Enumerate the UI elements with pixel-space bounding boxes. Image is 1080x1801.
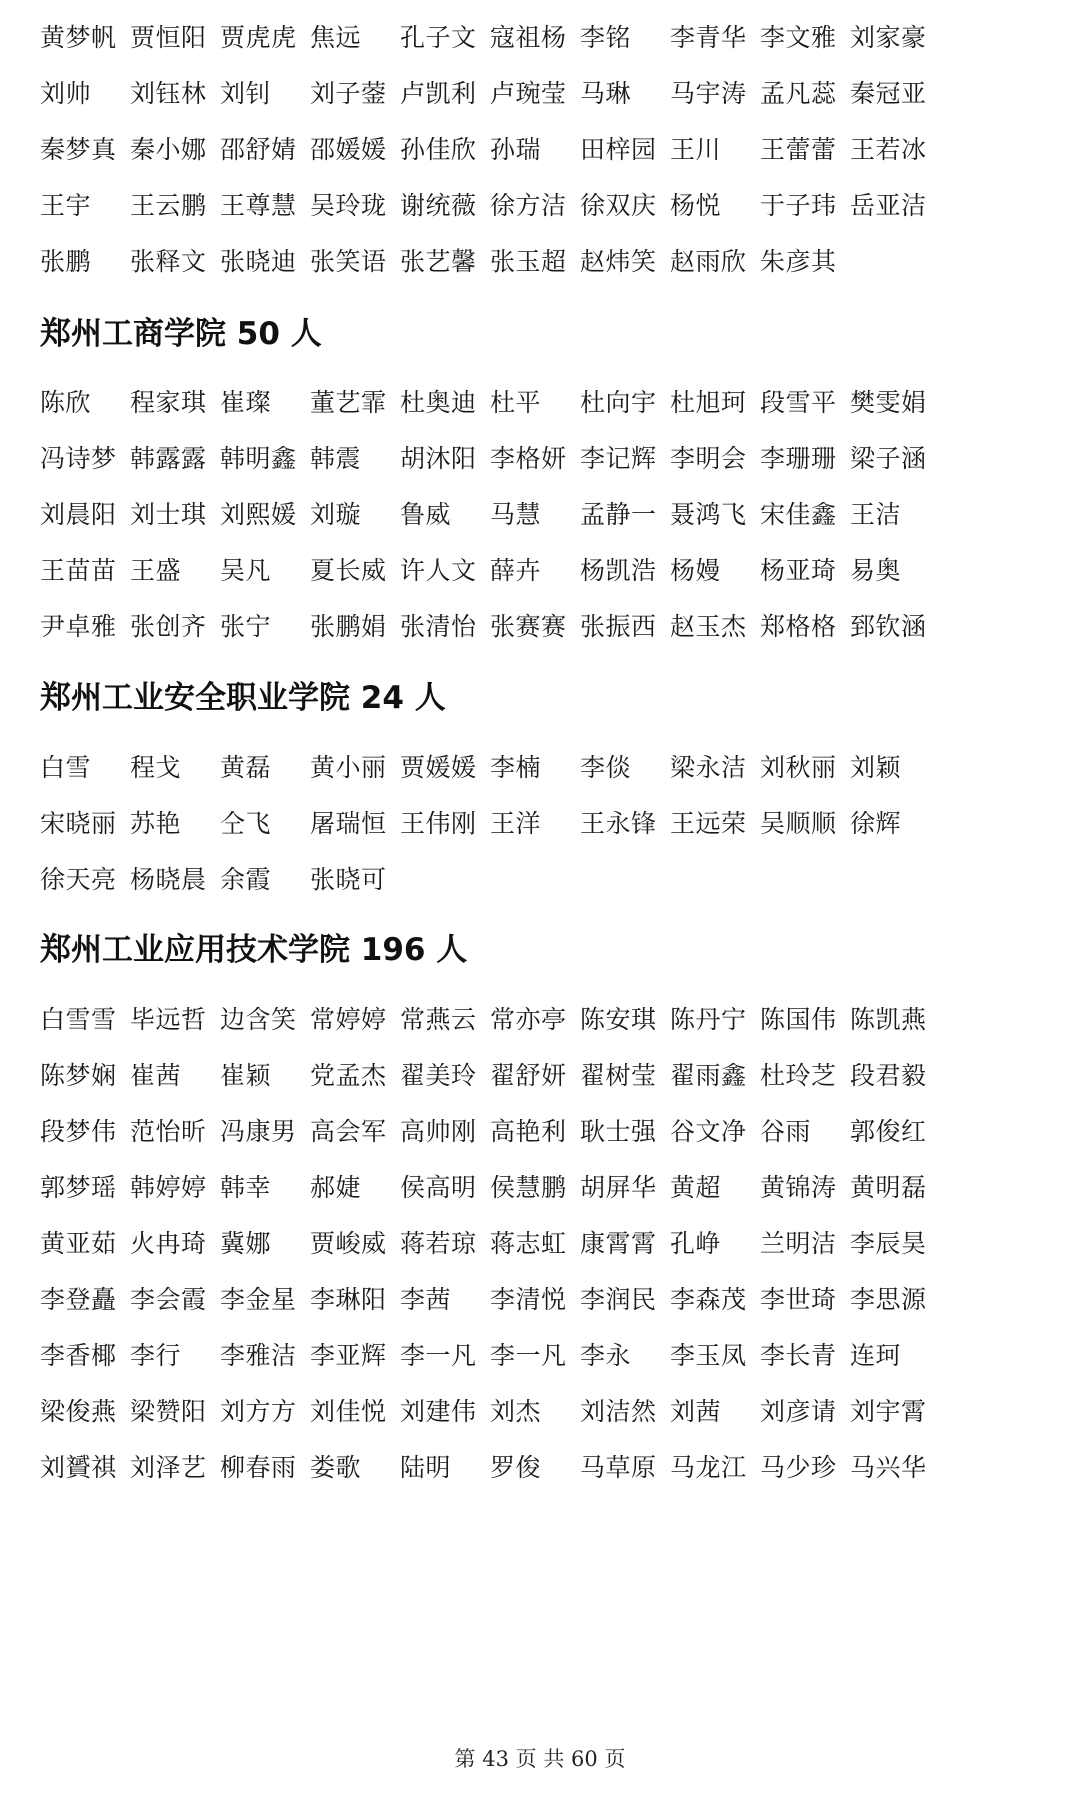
person-name: 段君毅 — [850, 1061, 927, 1090]
person-name: 王盛 — [130, 556, 182, 585]
person-name: 朱彦其 — [760, 247, 837, 276]
person-name: 郅钦涵 — [850, 612, 927, 641]
person-name: 卢琬莹 — [490, 79, 567, 108]
person-name: 张鹏 — [40, 247, 92, 276]
person-name: 张宁 — [220, 612, 272, 641]
person-name: 徐辉 — [850, 809, 902, 838]
person-name: 王宇 — [40, 191, 92, 220]
person-name: 蒋志虹 — [490, 1229, 567, 1258]
person-name: 白雪 — [40, 753, 92, 782]
person-name: 徐双庆 — [580, 191, 657, 220]
person-name: 高帅刚 — [400, 1117, 477, 1146]
person-name: 吴凡 — [220, 556, 272, 585]
person-name: 于子玮 — [760, 191, 837, 220]
person-name: 易奥 — [850, 556, 902, 585]
person-name: 黄梦帆 — [40, 23, 117, 52]
person-name: 苏艳 — [130, 809, 182, 838]
person-name: 刘泽艺 — [130, 1453, 207, 1482]
person-name: 陆明 — [400, 1453, 452, 1482]
footer-prefix: 第 — [454, 1747, 476, 1771]
person-name: 刘杰 — [490, 1397, 542, 1426]
person-name: 秦梦真 — [40, 135, 117, 164]
person-name: 杨凯浩 — [580, 556, 657, 585]
person-name: 刘彦请 — [760, 1397, 837, 1426]
person-name: 梁子涵 — [850, 444, 927, 473]
person-name: 王伟刚 — [400, 809, 477, 838]
person-name: 罗俊 — [490, 1453, 542, 1482]
person-name: 贾峻威 — [310, 1229, 387, 1258]
person-name: 杜奥迪 — [400, 388, 477, 417]
person-name: 李长青 — [760, 1341, 837, 1370]
footer-suffix: 页 — [604, 1747, 626, 1771]
person-name: 张艺馨 — [400, 247, 477, 276]
person-name: 李文雅 — [760, 23, 837, 52]
person-name: 常亦亭 — [490, 1005, 567, 1034]
person-name: 兰明洁 — [760, 1229, 837, 1258]
person-name: 夏长威 — [310, 556, 387, 585]
person-name: 黄磊 — [220, 753, 272, 782]
person-name: 岳亚洁 — [850, 191, 927, 220]
person-name: 刘颖 — [850, 753, 902, 782]
person-name: 张玉超 — [490, 247, 567, 276]
person-name: 刘钰林 — [130, 79, 207, 108]
person-name: 鲁威 — [400, 500, 452, 529]
person-name: 刘士琪 — [130, 500, 207, 529]
person-name: 王苗苗 — [40, 556, 117, 585]
person-name: 梁俊燕 — [40, 1397, 117, 1426]
person-name: 马宇涛 — [670, 79, 747, 108]
person-name: 李玉凤 — [670, 1341, 747, 1370]
person-name: 焦远 — [310, 23, 362, 52]
person-name: 杜平 — [490, 388, 542, 417]
person-name: 郭梦瑶 — [40, 1173, 117, 1202]
person-name: 李楠 — [490, 753, 542, 782]
person-name: 张振西 — [580, 612, 657, 641]
person-name: 张晓迪 — [220, 247, 297, 276]
person-name: 李格妍 — [490, 444, 567, 473]
person-name: 陈安琪 — [580, 1005, 657, 1034]
person-name: 陈凯燕 — [850, 1005, 927, 1034]
person-name: 韩婷婷 — [130, 1173, 207, 1202]
person-name: 孙佳欣 — [400, 135, 477, 164]
person-name: 范怡昕 — [130, 1117, 207, 1146]
person-name: 李森茂 — [670, 1285, 747, 1314]
page-footer — [0, 1742, 1080, 1776]
person-name: 刘家豪 — [850, 23, 927, 52]
person-name: 张创齐 — [130, 612, 207, 641]
person-name: 李亚辉 — [310, 1341, 387, 1370]
person-name: 孔峥 — [670, 1229, 722, 1258]
person-name: 段雪平 — [760, 388, 837, 417]
person-name: 连珂 — [850, 1341, 902, 1370]
person-name: 黄小丽 — [310, 753, 387, 782]
person-name: 刘佳悦 — [310, 1397, 387, 1426]
person-name: 孟静一 — [580, 500, 657, 529]
person-name: 翟雨鑫 — [670, 1061, 747, 1090]
footer-total-pages: 60 — [571, 1747, 598, 1771]
person-name: 赵玉杰 — [670, 612, 747, 641]
person-name: 杜玲芝 — [760, 1061, 837, 1090]
person-name: 张笑语 — [310, 247, 387, 276]
person-name: 蒋若琼 — [400, 1229, 477, 1258]
person-name: 刘茜 — [670, 1397, 722, 1426]
person-name: 马兴华 — [850, 1453, 927, 1482]
person-name: 李辰昊 — [850, 1229, 927, 1258]
person-name: 刘秋丽 — [760, 753, 837, 782]
person-name: 张鹏娟 — [310, 612, 387, 641]
section-heading: 郑州工业安全职业学院 24 人 — [40, 680, 446, 716]
footer-current-page: 43 — [482, 1747, 509, 1771]
person-name: 余霞 — [220, 865, 272, 894]
person-name: 尹卓雅 — [40, 612, 117, 641]
person-name: 谷文净 — [670, 1117, 747, 1146]
person-name: 宋晓丽 — [40, 809, 117, 838]
person-name: 卢凯利 — [400, 79, 477, 108]
person-name: 杨悦 — [670, 191, 722, 220]
person-name: 韩幸 — [220, 1173, 272, 1202]
person-name: 谷雨 — [760, 1117, 812, 1146]
person-name: 陈丹宁 — [670, 1005, 747, 1034]
person-name: 翟舒妍 — [490, 1061, 567, 1090]
section-heading: 郑州工业应用技术学院 196 人 — [40, 932, 468, 968]
person-name: 程戈 — [130, 753, 182, 782]
person-name: 李一凡 — [490, 1341, 567, 1370]
person-name: 郝婕 — [310, 1173, 362, 1202]
person-name: 刘方方 — [220, 1397, 297, 1426]
person-name: 邵媛媛 — [310, 135, 387, 164]
person-name: 赵炜笑 — [580, 247, 657, 276]
person-name: 吴玲珑 — [310, 191, 387, 220]
person-name: 李记辉 — [580, 444, 657, 473]
person-name: 李永 — [580, 1341, 632, 1370]
person-name: 韩露露 — [130, 444, 207, 473]
person-name: 贾媛媛 — [400, 753, 477, 782]
person-name: 段梦伟 — [40, 1117, 117, 1146]
person-name: 杨嫚 — [670, 556, 722, 585]
person-name: 梁永洁 — [670, 753, 747, 782]
person-name: 杜向宇 — [580, 388, 657, 417]
person-name: 宋佳鑫 — [760, 500, 837, 529]
person-name: 柳春雨 — [220, 1453, 297, 1482]
person-name: 黄锦涛 — [760, 1173, 837, 1202]
person-name: 马琳 — [580, 79, 632, 108]
person-name: 胡沐阳 — [400, 444, 477, 473]
person-name: 刘宇霄 — [850, 1397, 927, 1426]
person-name: 李香椰 — [40, 1341, 117, 1370]
person-name: 刘帅 — [40, 79, 92, 108]
person-name: 王若冰 — [850, 135, 927, 164]
person-name: 常婷婷 — [310, 1005, 387, 1034]
person-name: 刘钊 — [220, 79, 272, 108]
person-name: 秦冠亚 — [850, 79, 927, 108]
person-name: 李会霞 — [130, 1285, 207, 1314]
person-name: 杨晓晨 — [130, 865, 207, 894]
person-name: 王永锋 — [580, 809, 657, 838]
person-name: 刘洁然 — [580, 1397, 657, 1426]
person-name: 程家琪 — [130, 388, 207, 417]
person-name: 李登矗 — [40, 1285, 117, 1314]
person-name: 韩震 — [310, 444, 362, 473]
person-name: 孟凡蕊 — [760, 79, 837, 108]
person-name: 常燕云 — [400, 1005, 477, 1034]
person-name: 康霄霄 — [580, 1229, 657, 1258]
person-name: 张晓可 — [310, 865, 387, 894]
person-name: 马龙江 — [670, 1453, 747, 1482]
person-name: 田梓园 — [580, 135, 657, 164]
person-name: 王洁 — [850, 500, 902, 529]
person-name: 李明会 — [670, 444, 747, 473]
person-name: 刘建伟 — [400, 1397, 477, 1426]
person-name: 赵雨欣 — [670, 247, 747, 276]
person-name: 李清悦 — [490, 1285, 567, 1314]
person-name: 董艺霏 — [310, 388, 387, 417]
person-name: 李行 — [130, 1341, 182, 1370]
person-name: 白雪雪 — [40, 1005, 117, 1034]
person-name: 屠瑞恒 — [310, 809, 387, 838]
person-name: 徐方洁 — [490, 191, 567, 220]
person-name: 冀娜 — [220, 1229, 272, 1258]
person-name: 谢统薇 — [400, 191, 477, 220]
person-name: 耿士强 — [580, 1117, 657, 1146]
person-name: 韩明鑫 — [220, 444, 297, 473]
person-name: 李珊珊 — [760, 444, 837, 473]
person-name: 张释文 — [130, 247, 207, 276]
person-name: 杜旭珂 — [670, 388, 747, 417]
person-name: 边含笑 — [220, 1005, 297, 1034]
footer-middle: 页 共 — [515, 1747, 565, 1771]
person-name: 秦小娜 — [130, 135, 207, 164]
person-name: 翟美玲 — [400, 1061, 477, 1090]
section-heading: 郑州工商学院 50 人 — [40, 316, 322, 352]
person-name: 杨亚琦 — [760, 556, 837, 585]
person-name: 娄歌 — [310, 1453, 362, 1482]
person-name: 李青华 — [670, 23, 747, 52]
person-name: 崔颖 — [220, 1061, 272, 1090]
person-name: 李铭 — [580, 23, 632, 52]
person-name: 王洋 — [490, 809, 542, 838]
person-name: 马少珍 — [760, 1453, 837, 1482]
person-name: 冯康男 — [220, 1117, 297, 1146]
person-name: 冯诗梦 — [40, 444, 117, 473]
person-name: 李金星 — [220, 1285, 297, 1314]
person-name: 胡屏华 — [580, 1173, 657, 1202]
person-name: 翟树莹 — [580, 1061, 657, 1090]
person-name: 黄超 — [670, 1173, 722, 1202]
person-name: 高会军 — [310, 1117, 387, 1146]
person-name: 吴顺顺 — [760, 809, 837, 838]
person-name: 李茜 — [400, 1285, 452, 1314]
person-name: 崔茜 — [130, 1061, 182, 1090]
person-name: 李润民 — [580, 1285, 657, 1314]
person-name: 黄明磊 — [850, 1173, 927, 1202]
person-name: 梁赞阳 — [130, 1397, 207, 1426]
person-name: 李琳阳 — [310, 1285, 387, 1314]
person-name: 邵舒婧 — [220, 135, 297, 164]
person-name: 陈梦娴 — [40, 1061, 117, 1090]
person-name: 党孟杰 — [310, 1061, 387, 1090]
person-name: 孙瑞 — [490, 135, 542, 164]
person-name: 樊雯娟 — [850, 388, 927, 417]
person-name: 马草原 — [580, 1453, 657, 1482]
person-name: 许人文 — [400, 556, 477, 585]
person-name: 王川 — [670, 135, 722, 164]
person-name: 仝飞 — [220, 809, 272, 838]
person-name: 郭俊红 — [850, 1117, 927, 1146]
person-name: 薛卉 — [490, 556, 542, 585]
person-name: 崔璨 — [220, 388, 272, 417]
person-name: 陈国伟 — [760, 1005, 837, 1034]
person-name: 贾虎虎 — [220, 23, 297, 52]
person-name: 王云鹏 — [130, 191, 207, 220]
person-name: 王远荣 — [670, 809, 747, 838]
person-name: 刘熙媛 — [220, 500, 297, 529]
person-name: 刘贇祺 — [40, 1453, 117, 1482]
person-name: 刘璇 — [310, 500, 362, 529]
person-name: 郑格格 — [760, 612, 837, 641]
person-name: 李倓 — [580, 753, 632, 782]
person-name: 刘子蓥 — [310, 79, 387, 108]
person-name: 高艳利 — [490, 1117, 567, 1146]
person-name: 李世琦 — [760, 1285, 837, 1314]
person-name: 王蕾蕾 — [760, 135, 837, 164]
person-name: 王尊慧 — [220, 191, 297, 220]
person-name: 刘晨阳 — [40, 500, 117, 529]
person-name: 马慧 — [490, 500, 542, 529]
person-name: 徐天亮 — [40, 865, 117, 894]
person-name: 李一凡 — [400, 1341, 477, 1370]
person-name: 毕远哲 — [130, 1005, 207, 1034]
person-name: 火冉琦 — [130, 1229, 207, 1258]
person-name: 贾恒阳 — [130, 23, 207, 52]
person-name: 张赛赛 — [490, 612, 567, 641]
person-name: 孔子文 — [400, 23, 477, 52]
person-name: 寇祖杨 — [490, 23, 567, 52]
person-name: 张清怡 — [400, 612, 477, 641]
person-name: 黄亚茹 — [40, 1229, 117, 1258]
person-name: 侯慧鹏 — [490, 1173, 567, 1202]
person-name: 陈欣 — [40, 388, 92, 417]
person-name: 李思源 — [850, 1285, 927, 1314]
person-name: 侯高明 — [400, 1173, 477, 1202]
person-name: 李雅洁 — [220, 1341, 297, 1370]
person-name: 聂鸿飞 — [670, 500, 747, 529]
